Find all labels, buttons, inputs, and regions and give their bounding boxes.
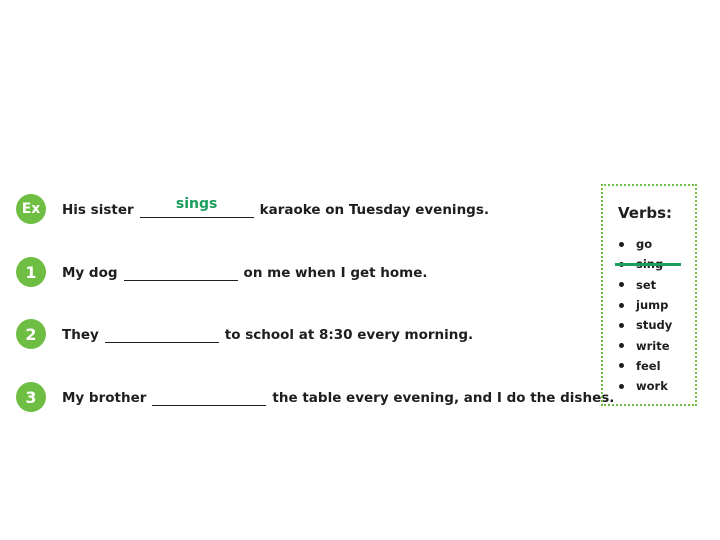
question-text-before: My dog	[62, 264, 118, 281]
question-text-before: My brother	[62, 389, 147, 406]
strikethrough-line	[615, 263, 681, 266]
question-badge-3: 3	[16, 382, 46, 412]
question-text-after: the table every evening, and I do the dishes.	[272, 389, 615, 406]
verb-item	[619, 315, 672, 335]
question-badge-2: 2	[16, 319, 46, 349]
answer-blank-2[interactable]	[105, 326, 219, 343]
question-sentence-1	[62, 264, 428, 281]
bullet-icon	[619, 363, 624, 368]
verb-item	[619, 295, 672, 315]
question-text-before: They	[62, 326, 99, 343]
example-text-after: karaoke on Tuesday evenings.	[259, 201, 490, 218]
bullet-icon	[619, 384, 624, 389]
verb-label: go	[636, 237, 653, 252]
verb-box	[601, 184, 697, 406]
verb-list	[619, 234, 672, 396]
bullet-icon	[619, 282, 624, 287]
question-sentence-2	[62, 326, 473, 343]
example-sentence	[62, 195, 490, 218]
answer-blank-1[interactable]	[124, 264, 238, 281]
answer-blank-3[interactable]	[152, 389, 266, 406]
verb-box-title: Verbs:	[618, 204, 673, 222]
verb-label: feel	[636, 358, 661, 373]
verb-label: jump	[636, 298, 669, 313]
example-row	[16, 193, 489, 225]
question-text-after: on me when I get home.	[243, 264, 428, 281]
verb-item-crossed	[619, 254, 672, 274]
question-text-after: to school at 8:30 every morning.	[224, 326, 474, 343]
verb-label: study	[636, 318, 673, 333]
verb-item	[619, 275, 672, 295]
example-text-before: His sister	[62, 201, 134, 218]
verb-label: set	[636, 277, 657, 292]
question-sentence-3	[62, 389, 614, 406]
verb-label: work	[636, 379, 668, 394]
bullet-icon	[619, 323, 624, 328]
example-blank	[140, 195, 254, 218]
verb-item	[619, 376, 672, 396]
verb-item	[619, 356, 672, 376]
example-answer: sings	[175, 195, 218, 212]
bullet-icon	[619, 303, 624, 308]
example-badge: Ex	[16, 194, 46, 224]
question-badge-1: 1	[16, 257, 46, 287]
question-row-1	[16, 256, 428, 288]
question-row-2	[16, 318, 473, 350]
bullet-icon	[619, 242, 624, 247]
question-row-3	[16, 381, 614, 413]
bullet-icon	[619, 343, 624, 348]
verb-item	[619, 335, 672, 355]
verb-item	[619, 234, 672, 254]
verb-label: write	[636, 338, 670, 353]
